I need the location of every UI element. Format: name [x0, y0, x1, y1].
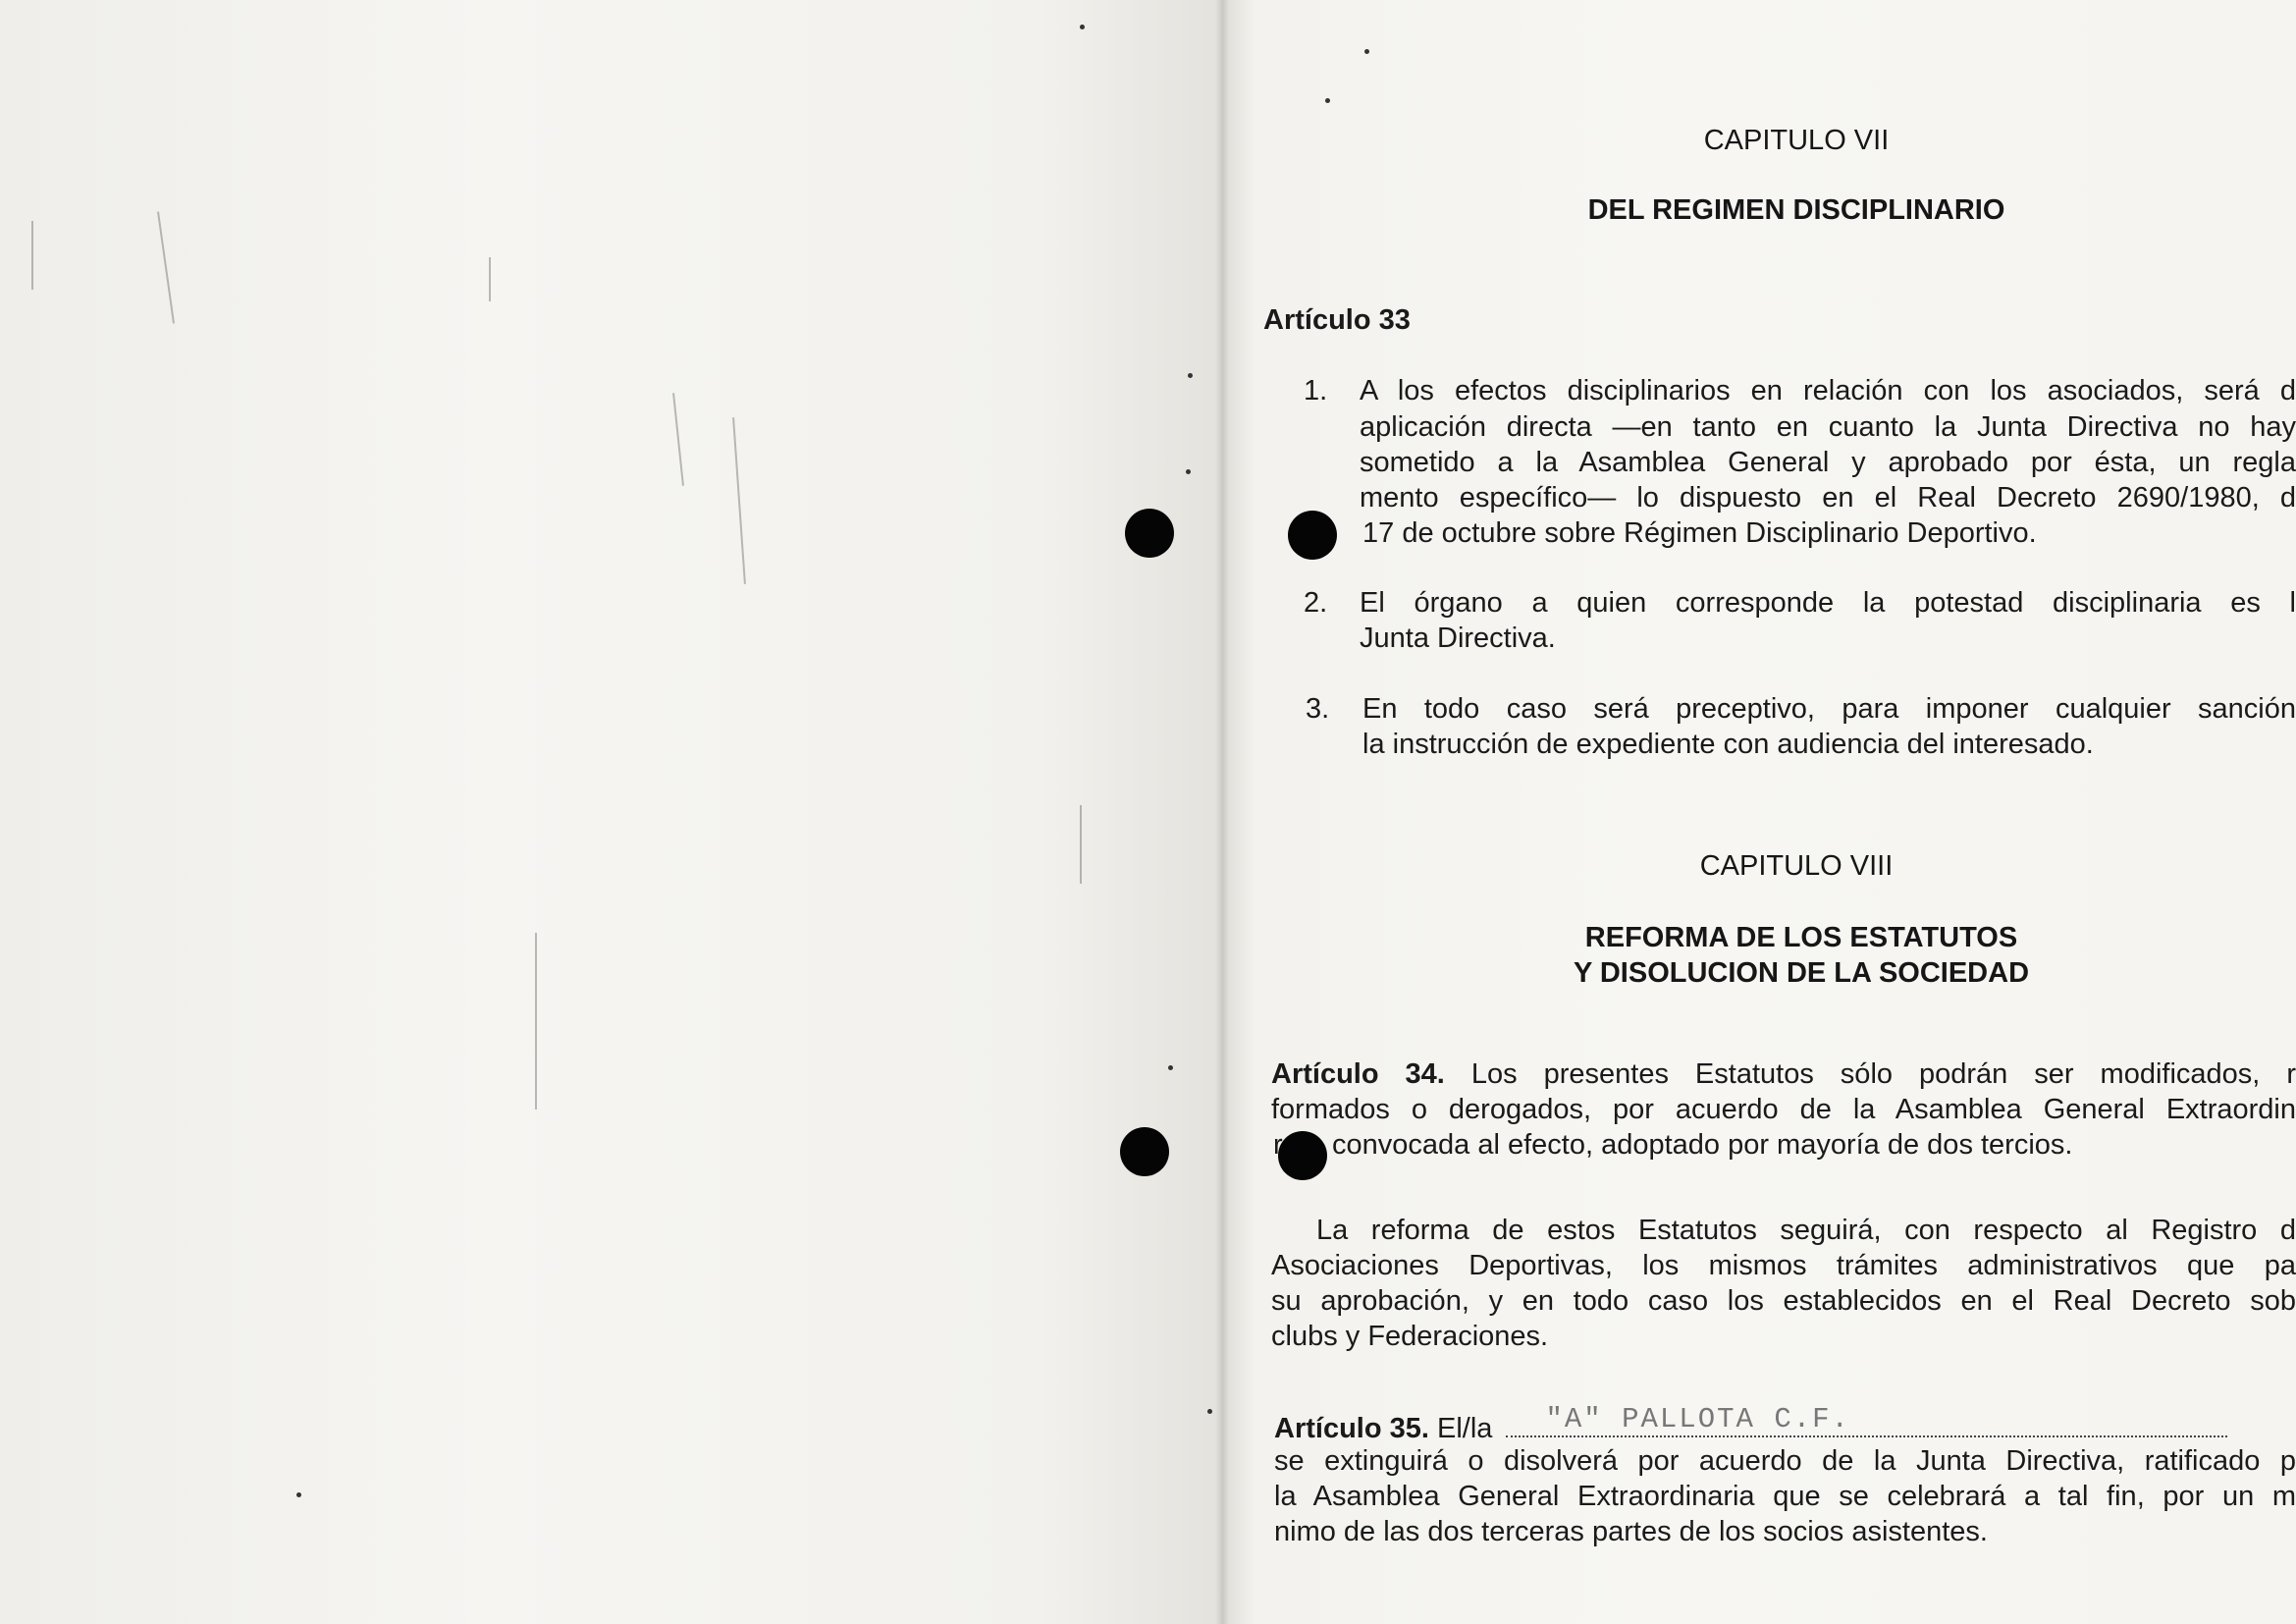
scan-speck — [1080, 25, 1085, 29]
scan-speck — [1186, 469, 1191, 474]
article-33-item-3-line: la instrucción de expediente con audiencia del interesado. — [1362, 729, 2094, 760]
article-33-item-3-number: 3. — [1306, 693, 1330, 725]
scan-scratch — [31, 221, 33, 290]
article-34-paragraph-2-line: Asociaciones Deportivas, los mismos trámites administrativos que pa — [1271, 1250, 2296, 1281]
article-33-item-2-number: 2. — [1304, 587, 1328, 619]
punch-hole — [1278, 1131, 1327, 1180]
article-34-line-2: formados o derogados, por acuerdo de la Asamblea General Extraordin — [1271, 1094, 2296, 1125]
punch-hole — [1288, 511, 1337, 560]
article-33-item-2-line: El órgano a quien corresponde la potestad disciplinaria es l — [1360, 587, 2296, 619]
article-34-paragraph-2-line: La reforma de estos Estatutos seguirá, con respecto al Registro d — [1316, 1215, 2296, 1246]
punch-hole — [1120, 1127, 1169, 1176]
article-34-line-3-prefix: r — [1273, 1129, 1283, 1161]
article-34-line-3: convocada al efecto, adoptado por mayoría de dos tercios. — [1332, 1129, 2073, 1161]
chapter-viii-heading: CAPITULO VIII — [1699, 850, 1894, 882]
punch-hole — [1125, 509, 1174, 558]
article-35-prefix: El/la — [1437, 1413, 1493, 1444]
article-35-line: se extinguirá o disolverá por acuerdo de la Junta Directiva, ratificado p — [1274, 1445, 2296, 1477]
article-33-item-3-line: En todo caso será preceptivo, para imponer cualquier sanción — [1362, 693, 2296, 725]
page-fold — [1215, 0, 1229, 1624]
scan-speck — [1364, 49, 1369, 54]
article-34-paragraph-2-line: su aprobación, y en todo caso los establecidos en el Real Decreto sob — [1271, 1285, 2296, 1317]
article-33-heading: Artículo 33 — [1263, 304, 1411, 336]
article-34-line-1 — [1271, 1056, 2296, 1092]
chapter-vii-heading: CAPITULO VII — [1703, 125, 1890, 156]
article-33-item-2-line: Junta Directiva. — [1360, 623, 1556, 654]
article-35-line: nimo de las dos terceras partes de los socios asistentes. — [1274, 1516, 1988, 1547]
article-34-heading: Artículo 34. — [1271, 1058, 1445, 1090]
club-name-field — [1506, 1403, 2227, 1437]
chapter-vii-title: DEL REGIMEN DISCIPLINARIO — [1587, 194, 2005, 226]
article-33-item-1-line: mento específico— lo dispuesto en el Real Decreto 2690/1980, d — [1360, 482, 2296, 514]
article-33-item-1-line: aplicación directa —en tanto en cuanto la Junta Directiva no hay — [1360, 411, 2296, 443]
article-35-first-line — [1274, 1403, 2227, 1446]
article-33-item-1-line: A los efectos disciplinarios en relación con los asociados, será d — [1360, 375, 2296, 406]
scan-speck — [1207, 1409, 1212, 1414]
article-33-item-1-line: sometido a la Asamblea General y aprobado por ésta, un regla — [1360, 447, 2296, 478]
article-35-heading: Artículo 35. — [1274, 1413, 1429, 1444]
right-page — [1222, 0, 2296, 1624]
scan-scratch — [489, 257, 491, 301]
chapter-viii-title-line-2: Y DISOLUCION DE LA SOCIEDAD — [1573, 957, 2030, 989]
scan-speck — [1325, 98, 1330, 103]
scan-speck — [1168, 1065, 1173, 1070]
scan-speck — [1188, 373, 1193, 378]
article-33-item-1-number: 1. — [1304, 375, 1328, 406]
scan-scratch — [535, 933, 537, 1110]
chapter-viii-title-line-1: REFORMA DE LOS ESTATUTOS — [1584, 922, 2018, 953]
club-name-typed: "A" PALLOTA C.F. — [1545, 1403, 1850, 1435]
scan-scratch — [1080, 805, 1082, 884]
scan-speck — [296, 1492, 301, 1497]
article-34-text: Los presentes Estatutos sólo podrán ser modificados, r — [1470, 1058, 2296, 1090]
article-35-line: la Asamblea General Extraordinaria que se celebrará a tal fin, por un m — [1274, 1481, 2296, 1512]
article-34-paragraph-2-line: clubs y Federaciones. — [1271, 1321, 1549, 1352]
article-33-item-1-line: 17 de octubre sobre Régimen Disciplinario Deportivo. — [1362, 517, 2037, 549]
